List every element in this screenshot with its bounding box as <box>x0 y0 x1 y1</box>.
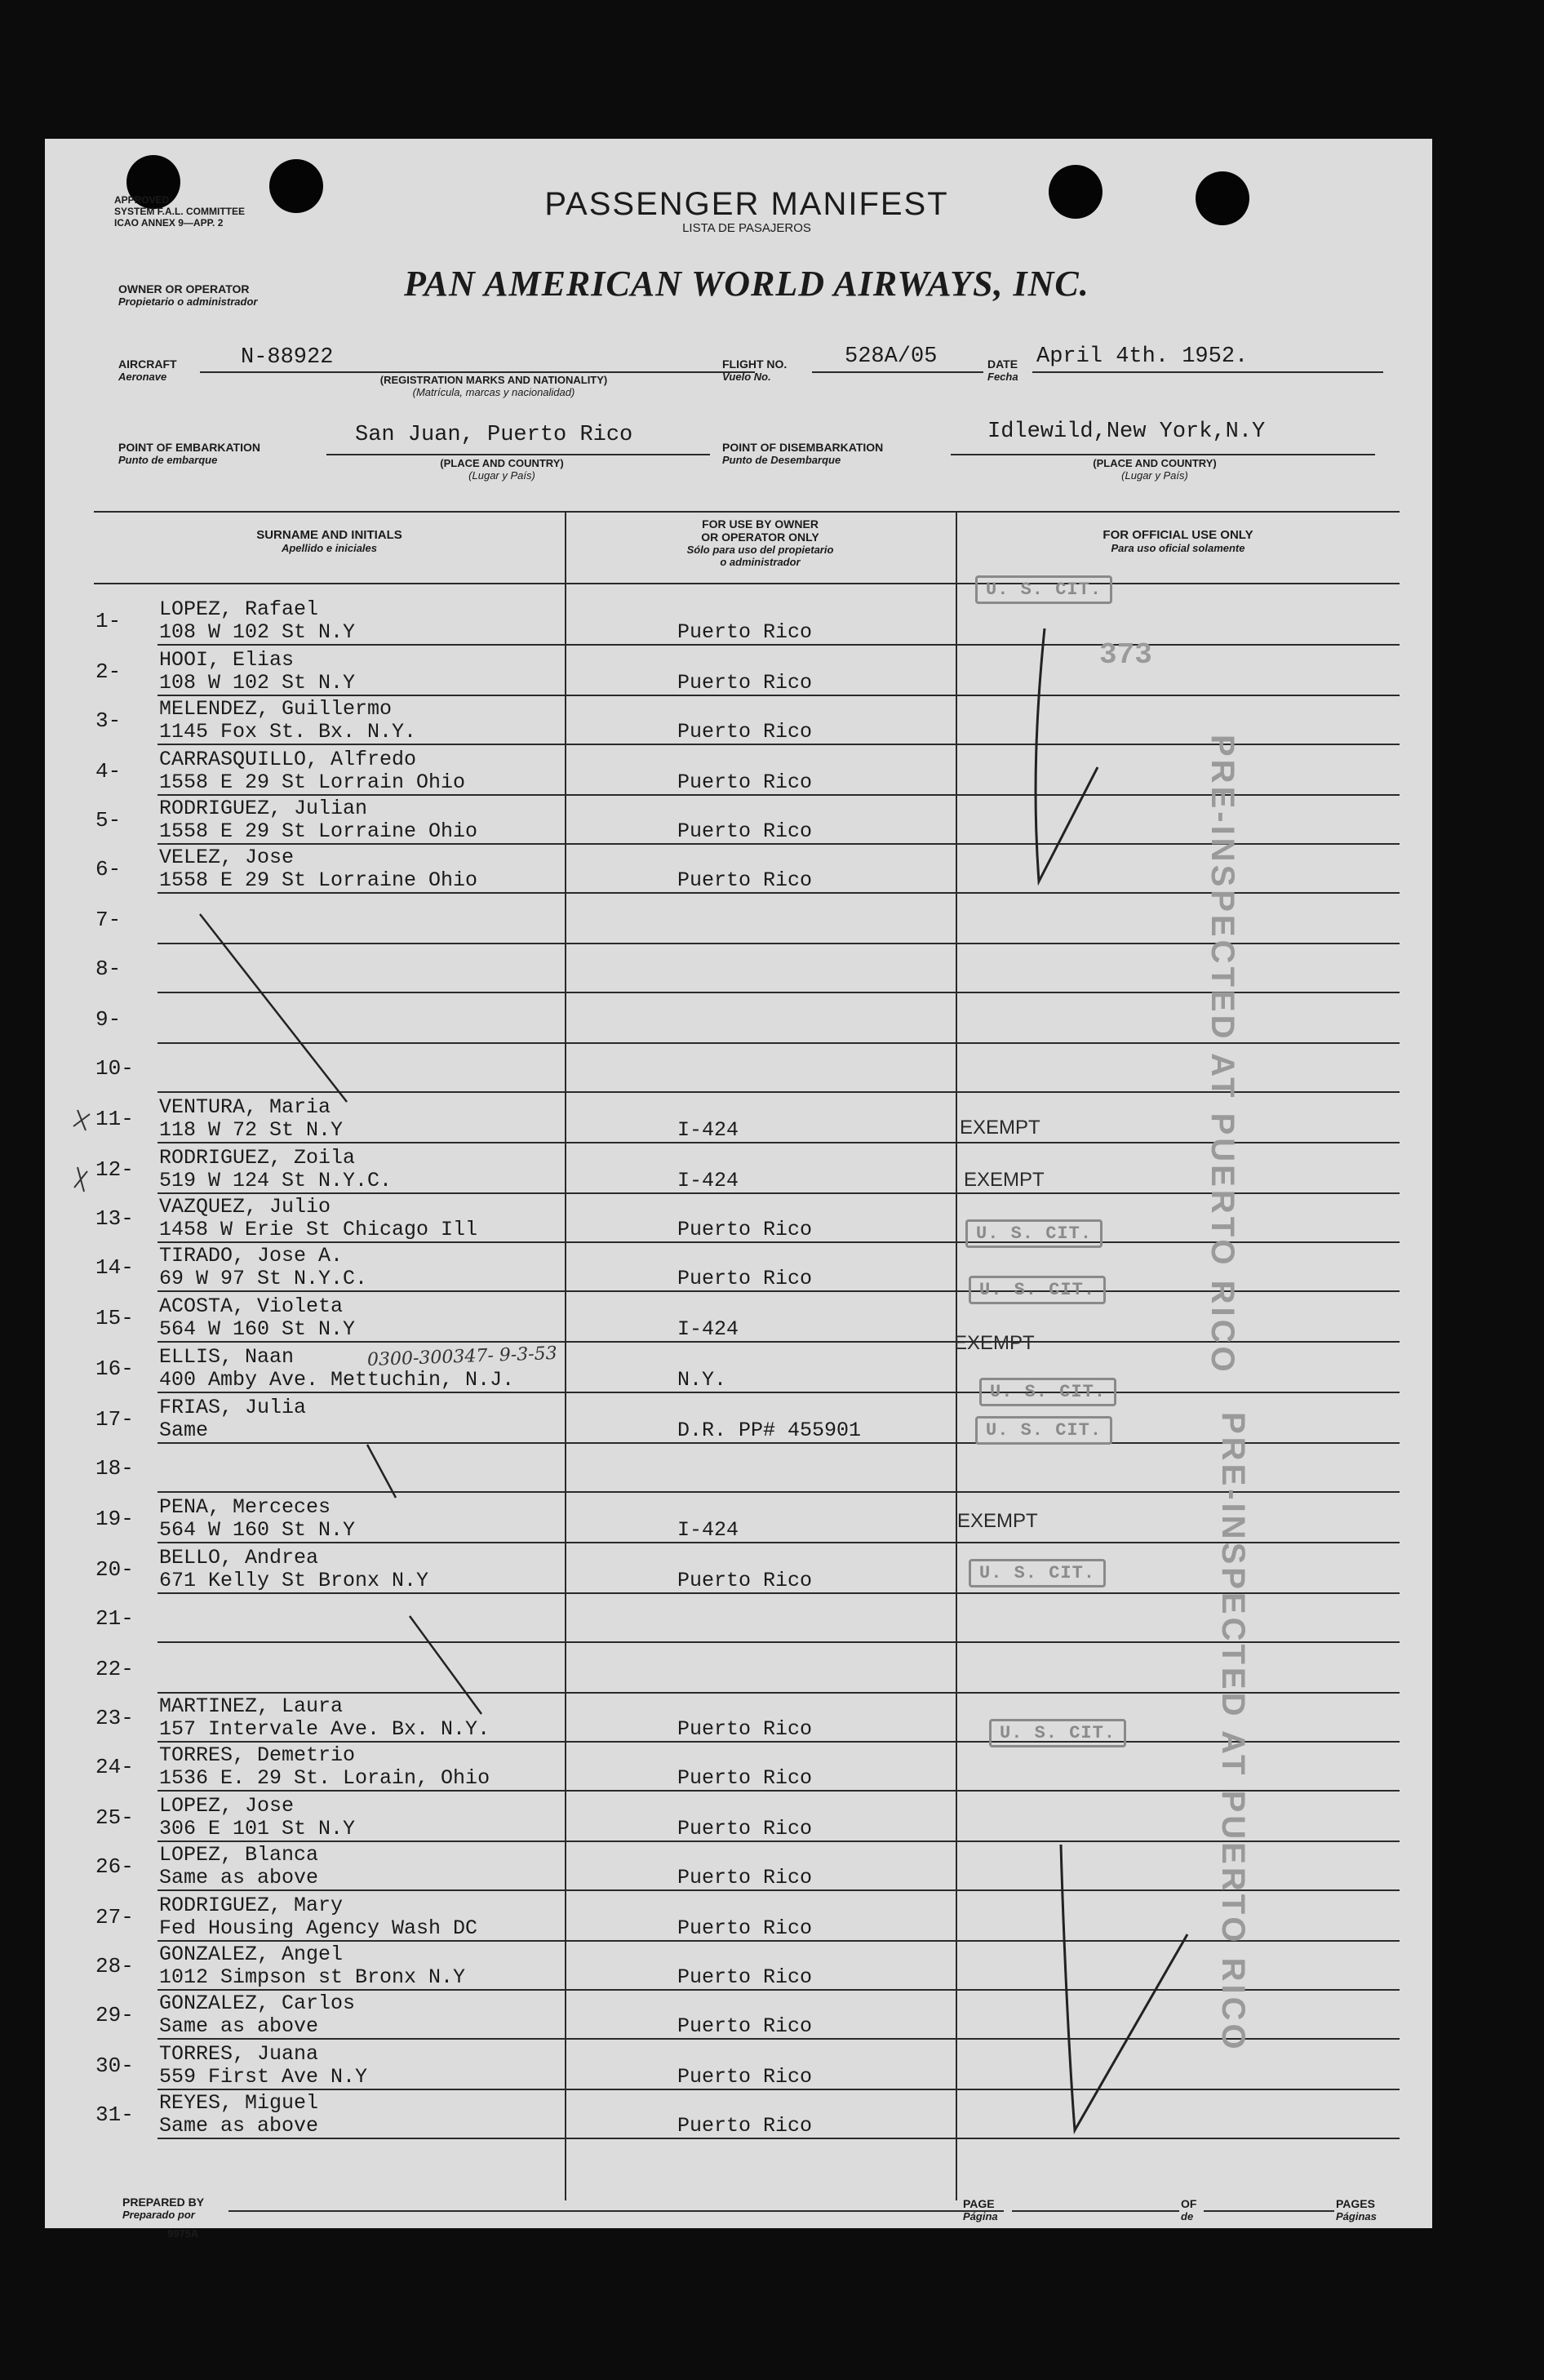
page-label-es: Página <box>963 2210 998 2222</box>
table-row <box>45 2089 1432 2138</box>
row-number: 26- <box>95 1854 134 1879</box>
row-number: 11- <box>95 1107 134 1131</box>
operator-entry: Puerto Rico <box>677 1569 813 1592</box>
passenger-name: GONZALEZ, Carlos <box>159 1991 356 2015</box>
row-number: 9- <box>95 1007 122 1032</box>
passenger-address: 564 W 160 St N.Y <box>159 1518 356 1542</box>
embark-label <box>118 441 260 466</box>
operator-entry: Puerto Rico <box>677 819 813 843</box>
operator-entry: Puerto Rico <box>677 2014 813 2038</box>
pages-label-es: Páginas <box>1336 2210 1377 2222</box>
exempt-mark: EXEMPT <box>960 1117 1040 1139</box>
aircraft-label <box>118 357 177 383</box>
col-header-official-en: FOR OFFICIAL USE ONLY <box>1103 528 1253 542</box>
passenger-name: HOOI, Elias <box>159 648 295 672</box>
punch-hole <box>1196 171 1249 225</box>
date-underline <box>1032 371 1383 373</box>
row-rule <box>158 1641 1400 1643</box>
manifest-page <box>45 139 1432 2240</box>
operator-entry: Puerto Rico <box>677 1916 813 1940</box>
disembark-value: Idlewild,New York,N.Y <box>987 420 1266 444</box>
passenger-address: 1536 E. 29 St. Lorain, Ohio <box>159 1766 490 1790</box>
row-number: 4- <box>95 759 122 784</box>
table-row <box>45 596 1432 645</box>
row-number: 12- <box>95 1157 134 1182</box>
operator-entry: Puerto Rico <box>677 720 813 744</box>
row-number: 18- <box>95 1456 134 1481</box>
row-number: 7- <box>95 908 122 932</box>
flight-label-es: Vuelo No. <box>722 371 771 383</box>
passenger-name: RODRIGUEZ, Julian <box>159 797 368 820</box>
of-label-es: de <box>1181 2210 1194 2222</box>
manifest-title <box>486 186 1008 235</box>
operator-entry: Puerto Rico <box>677 1218 813 1241</box>
flight-label <box>722 357 787 383</box>
operator-entry: Puerto Rico <box>677 1817 813 1841</box>
col-header-operator-en: FOR USE BY OWNER <box>702 517 819 531</box>
exempt-mark: EXEMPT <box>957 1510 1038 1532</box>
passenger-address: 1012 Simpson st Bronx N.Y <box>159 1965 466 1989</box>
row-number: 25- <box>95 1805 134 1830</box>
pages-label <box>1336 2197 1377 2222</box>
disembark-place-note <box>1057 457 1253 482</box>
passenger-name: VAZQUEZ, Julio <box>159 1195 331 1219</box>
passenger-name: GONZALEZ, Angel <box>159 1943 344 1966</box>
operator-entry: Puerto Rico <box>677 2065 813 2089</box>
place-note-en: (PLACE AND COUNTRY) <box>440 457 564 469</box>
us-cit-stamp: U. S. CIT. <box>969 1559 1106 1587</box>
embark-underline <box>326 454 710 455</box>
row-rule <box>158 2038 1400 2040</box>
operator-entry: I-424 <box>677 1518 739 1542</box>
row-number: 22- <box>95 1657 134 1681</box>
flight-value: 528A/05 <box>845 344 938 369</box>
passenger-name: TIRADO, Jose A. <box>159 1244 344 1268</box>
disembark-label-en: POINT OF DISEMBARKATION <box>722 441 884 454</box>
embark-place-note <box>404 457 600 482</box>
passenger-name: BELLO, Andrea <box>159 1546 319 1570</box>
passenger-address: 1458 W Erie St Chicago Ill <box>159 1218 478 1241</box>
of-label-en: OF <box>1181 2197 1197 2210</box>
passenger-address: 108 W 102 St N.Y <box>159 671 356 695</box>
passenger-name: RODRIGUEZ, Mary <box>159 1894 344 1917</box>
operator-entry: Puerto Rico <box>677 620 813 644</box>
passenger-name: ELLIS, Naan <box>159 1345 295 1369</box>
col-header-operator-es: Sólo para uso del propietario <box>686 544 834 556</box>
row-rule <box>158 1889 1400 1891</box>
row-number: 24- <box>95 1755 134 1779</box>
operator-entry: Puerto Rico <box>677 1267 813 1290</box>
passenger-name: MARTINEZ, Laura <box>159 1694 344 1718</box>
passenger-name: TORRES, Demetrio <box>159 1743 356 1767</box>
operator-entry: Puerto Rico <box>677 1766 813 1790</box>
row-number: 23- <box>95 1706 134 1730</box>
prepared-by-underline <box>228 2210 1004 2212</box>
page-label <box>963 2197 998 2222</box>
passenger-address: Same <box>159 1419 209 1442</box>
row-number: 19- <box>95 1507 134 1531</box>
us-cit-stamp: U. S. CIT. <box>969 1276 1106 1304</box>
aircraft-label-en: AIRCRAFT <box>118 357 177 371</box>
passenger-name: FRIAS, Julia <box>159 1396 307 1419</box>
row-rule <box>158 1790 1400 1792</box>
page-label-en: PAGE <box>963 2197 995 2210</box>
place-note-es: (Lugar y País) <box>468 469 535 482</box>
row-number: 10- <box>95 1056 134 1081</box>
pre-inspected-stamp: PRE-INSPECTED AT PUERTO RICO <box>1215 1412 1251 2053</box>
row-number: 8- <box>95 957 122 981</box>
row-number: 6- <box>95 857 122 881</box>
passenger-address: 519 W 124 St N.Y.C. <box>159 1169 393 1192</box>
row-number: 28- <box>95 1954 134 1978</box>
approval-line: ICAO ANNEX 9—APP. 2 <box>114 217 224 229</box>
embark-label-es: Punto de embarque <box>118 454 218 466</box>
row-number: 27- <box>95 1905 134 1929</box>
exempt-mark: EXEMPT <box>964 1169 1045 1191</box>
disembark-label-es: Punto de Desembarque <box>722 454 841 466</box>
operator-entry: Puerto Rico <box>677 1965 813 1989</box>
operator-entry: Puerto Rico <box>677 868 813 892</box>
passenger-address: 400 Amby Ave. Mettuchin, N.J. <box>159 1368 515 1392</box>
aircraft-note-en: (REGISTRATION MARKS AND NATIONALITY) <box>379 374 608 386</box>
table-top-rule <box>94 511 1400 513</box>
row-number: 14- <box>95 1255 134 1280</box>
date-label <box>987 357 1018 383</box>
passenger-address: Same as above <box>159 1866 319 1889</box>
page-subtitle: LISTA DE PASAJEROS <box>682 221 811 235</box>
passenger-name: LOPEZ, Blanca <box>159 1843 319 1867</box>
row-number: 30- <box>95 2054 134 2078</box>
form-number: 9975A <box>167 2227 199 2240</box>
passenger-name: CARRASQUILLO, Alfredo <box>159 748 417 771</box>
flight-label-en: FLIGHT NO. <box>722 357 788 371</box>
operator-entry: D.R. PP# 455901 <box>677 1419 862 1442</box>
row-number: 5- <box>95 808 122 833</box>
aircraft-underline <box>200 371 755 373</box>
passenger-address: 108 W 102 St N.Y <box>159 620 356 644</box>
row-number: 2- <box>95 659 122 684</box>
passenger-name: TORRES, Juana <box>159 2042 319 2066</box>
row-rule <box>158 644 1400 646</box>
row-number: 16- <box>95 1357 134 1381</box>
us-cit-stamp: U. S. CIT. <box>965 1219 1103 1248</box>
col-header-official <box>956 529 1400 554</box>
aircraft-label-es: Aeronave <box>118 371 167 383</box>
pre-inspected-stamp: PRE-INSPECTED AT PUERTO RICO <box>1205 735 1240 1375</box>
prepared-by-en: PREPARED BY <box>122 2196 205 2209</box>
col-header-official-es: Para uso oficial solamente <box>1111 542 1245 554</box>
col-header-surname-es: Apellido e iniciales <box>281 542 378 554</box>
owner-label-es: Propietario o administrador <box>118 295 258 308</box>
passenger-address: 118 W 72 St N.Y <box>159 1118 344 1142</box>
passenger-address: 1558 E 29 St Lorraine Ohio <box>159 868 478 892</box>
punch-hole <box>1049 165 1103 219</box>
number-stamp: 373 <box>1099 638 1152 672</box>
passenger-address: 564 W 160 St N.Y <box>159 1317 356 1341</box>
disembark-label <box>722 441 883 466</box>
date-label-es: Fecha <box>987 371 1018 383</box>
col-header-operator-es: o administrador <box>720 556 801 568</box>
row-rule <box>158 1542 1400 1543</box>
row-number: 31- <box>95 2102 134 2127</box>
passenger-address: 69 W 97 St N.Y.C. <box>159 1267 368 1290</box>
owner-label <box>118 282 257 308</box>
date-value: April 4th. 1952. <box>1036 344 1249 369</box>
row-number: 13- <box>95 1206 134 1231</box>
prepared-by <box>122 2196 204 2221</box>
row-number: 3- <box>95 708 122 733</box>
approval-line: SYSTEM F.A.L. COMMITTEE <box>114 206 246 217</box>
table-row <box>45 646 1432 695</box>
operator-entry: N.Y. <box>677 1368 727 1392</box>
passenger-name: REYES, Miguel <box>159 2091 319 2115</box>
passenger-address: 306 E 101 St N.Y <box>159 1817 356 1841</box>
passenger-name: ACOSTA, Violeta <box>159 1294 344 1318</box>
approval-line: APPROVED <box>114 194 170 206</box>
passenger-address: 1558 E 29 St Lorrain Ohio <box>159 770 466 794</box>
of-label <box>1181 2197 1196 2222</box>
owner-label-en: OWNER OR OPERATOR <box>118 282 250 295</box>
passenger-name: LOPEZ, Rafael <box>159 597 319 621</box>
aircraft-value: N-88922 <box>241 345 334 370</box>
embark-value: San Juan, Puerto Rico <box>355 423 633 447</box>
operator-entry: Puerto Rico <box>677 671 813 695</box>
place-note-es: (Lugar y País) <box>1121 469 1188 482</box>
passenger-address: 157 Intervale Ave. Bx. N.Y. <box>159 1717 490 1741</box>
col-header-surname-en: SURNAME AND INITIALS <box>256 528 402 542</box>
pages-label-en: PAGES <box>1336 2197 1375 2210</box>
passenger-name: VELEZ, Jose <box>159 846 295 869</box>
table-head-rule <box>94 583 1400 584</box>
of-underline <box>1204 2210 1334 2212</box>
us-cit-stamp: U. S. CIT. <box>979 1378 1116 1406</box>
operator-entry: Puerto Rico <box>677 1717 813 1741</box>
operator-entry: I-424 <box>677 1118 739 1142</box>
col-header-operator <box>565 517 956 568</box>
passenger-address: Same as above <box>159 2114 319 2138</box>
passenger-address: 1558 E 29 St Lorraine Ohio <box>159 819 478 843</box>
passenger-name: RODRIGUEZ, Zoila <box>159 1146 356 1170</box>
passenger-address: 671 Kelly St Bronx N.Y <box>159 1569 429 1592</box>
row-number: 29- <box>95 2003 134 2027</box>
col-header-surname <box>94 529 565 554</box>
operator-entry: Puerto Rico <box>677 770 813 794</box>
row-number: 1- <box>95 609 122 633</box>
handwritten-note: 0300-300347- 9-3-53 <box>366 1343 558 1371</box>
date-label-en: DATE <box>987 357 1018 371</box>
operator-entry: Puerto Rico <box>677 1866 813 1889</box>
passenger-name: LOPEZ, Jose <box>159 1794 295 1818</box>
approval-block <box>114 194 245 229</box>
page-title: PASSENGER MANIFEST <box>544 186 949 222</box>
row-rule <box>158 2138 1400 2139</box>
passenger-name: MELENDEZ, Guillermo <box>159 697 393 721</box>
operator-entry: I-424 <box>677 1169 739 1192</box>
prepared-by-es: Preparado por <box>122 2209 195 2221</box>
us-cit-stamp: U. S. CIT. <box>975 1416 1112 1445</box>
passenger-name: VENTURA, Maria <box>159 1095 331 1119</box>
owner-value: PAN AMERICAN WORLD AIRWAYS, INC. <box>404 264 1089 304</box>
col-header-operator-en: OR OPERATOR ONLY <box>701 531 819 544</box>
page-underline <box>1012 2210 1179 2212</box>
us-cit-stamp: U. S. CIT. <box>989 1719 1126 1747</box>
passenger-address: 1145 Fox St. Bx. N.Y. <box>159 720 417 744</box>
operator-entry: I-424 <box>677 1317 739 1341</box>
punch-hole <box>269 159 323 213</box>
us-cit-stamp: U. S. CIT. <box>975 575 1112 604</box>
passenger-address: 559 First Ave N.Y <box>159 2065 368 2089</box>
exempt-mark: EXEMPT <box>954 1332 1035 1354</box>
row-number: 15- <box>95 1306 134 1330</box>
passenger-address: Same as above <box>159 2014 319 2038</box>
passenger-name: PENA, Merceces <box>159 1495 331 1519</box>
embark-label-en: POINT OF EMBARKATION <box>118 441 260 454</box>
row-number: 17- <box>95 1407 134 1432</box>
flight-underline <box>812 371 983 373</box>
place-note-en: (PLACE AND COUNTRY) <box>1093 457 1217 469</box>
disembark-underline <box>951 454 1375 455</box>
passenger-address: Fed Housing Agency Wash DC <box>159 1916 478 1940</box>
row-number: 21- <box>95 1606 134 1631</box>
aircraft-note-es: (Matrícula, marcas y nacionalidad) <box>412 386 575 398</box>
row-number: 20- <box>95 1557 134 1582</box>
operator-entry: Puerto Rico <box>677 2114 813 2138</box>
aircraft-note <box>306 374 681 398</box>
row-rule <box>158 1491 1400 1493</box>
